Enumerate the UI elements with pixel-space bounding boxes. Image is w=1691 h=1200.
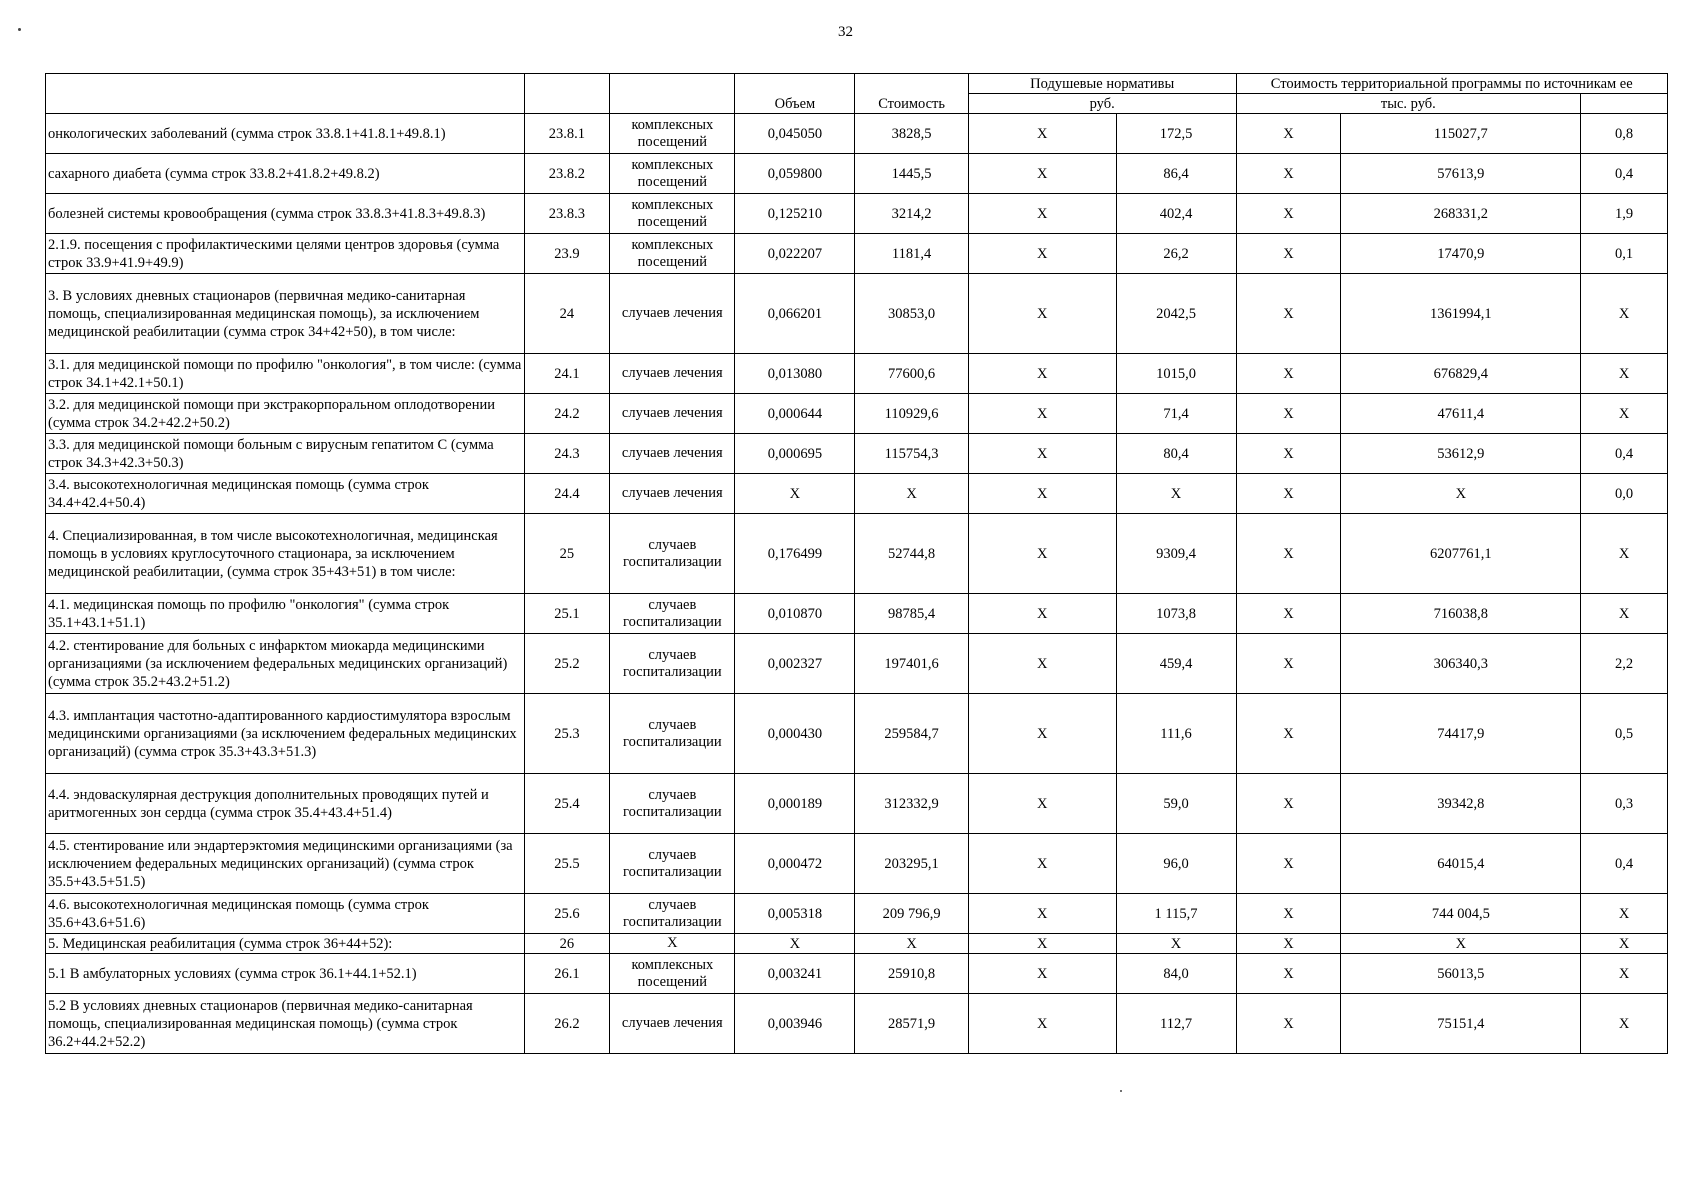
cell-cost: 28571,9: [855, 994, 968, 1054]
cell-code: 25.4: [524, 774, 610, 834]
table-row: [46, 774, 1668, 834]
cell-name: 3.4. высокотехнологичная медицинская помощь (сумма строк 34.4+42.4+50.4): [46, 474, 525, 514]
cell-name: 4.4. эндоваскулярная деструкция дополнительных проводящих путей и аритмогенных зон сердца (сумма строк 35.4+43.4+51.4): [46, 774, 525, 834]
cell-cost: 3214,2: [855, 194, 968, 234]
header-per-capita-unit: руб.: [968, 94, 1236, 114]
cell-c3: X: [1236, 194, 1341, 234]
table-row: [46, 934, 1668, 954]
cell-c1: X: [968, 834, 1116, 894]
cell-code: 25.2: [524, 634, 610, 694]
cell-name: 3.1. для медицинской помощи по профилю "онкология", в том числе: (сумма строк 34.1+42.1+50.1): [46, 354, 525, 394]
cell-volume: 0,059800: [735, 154, 855, 194]
cell-c1: X: [968, 154, 1116, 194]
cell-c2: 1073,8: [1116, 594, 1236, 634]
cell-code: 25: [524, 514, 610, 594]
cell-c5: X: [1581, 514, 1668, 594]
cell-unit: случаев госпитализации: [610, 894, 735, 934]
cell-c2: 111,6: [1116, 694, 1236, 774]
cell-c3: X: [1236, 934, 1341, 954]
cell-c1: X: [968, 994, 1116, 1054]
cell-c4: 6207761,1: [1341, 514, 1581, 594]
cell-c3: X: [1236, 474, 1341, 514]
cell-c3: X: [1236, 994, 1341, 1054]
cell-volume: 0,176499: [735, 514, 855, 594]
cell-c2: 1 115,7: [1116, 894, 1236, 934]
cell-code: 23.8.1: [524, 114, 610, 154]
cell-name: онкологических заболеваний (сумма строк 33.8.1+41.8.1+49.8.1): [46, 114, 525, 154]
cell-code: 24.3: [524, 434, 610, 474]
table-row: [46, 234, 1668, 274]
cell-name: 4.2. стентирование для больных с инфарктом миокарда медицинскими организациями (за исключением федеральных медицинских организаций) (сумма строк 35.2+43.2+51.2): [46, 634, 525, 694]
cell-c2: 71,4: [1116, 394, 1236, 434]
cell-name: 3. В условиях дневных стационаров (первичная медико-санитарная помощь, специализированная медицинская помощь), за исключением медицинской реабилитации (сумма строк 34+42+50), в том числе:: [46, 274, 525, 354]
header-program-cost-unit: тыс. руб.: [1236, 94, 1581, 114]
cell-cost: 259584,7: [855, 694, 968, 774]
cell-c2: 172,5: [1116, 114, 1236, 154]
cell-c3: X: [1236, 274, 1341, 354]
cell-code: 25.3: [524, 694, 610, 774]
cell-code: 26.2: [524, 994, 610, 1054]
cell-volume: 0,000189: [735, 774, 855, 834]
cell-c5: 0,5: [1581, 694, 1668, 774]
cell-c3: X: [1236, 834, 1341, 894]
cell-unit: случаев госпитализации: [610, 594, 735, 634]
cell-cost: 203295,1: [855, 834, 968, 894]
cell-c2: 112,7: [1116, 994, 1236, 1054]
cell-c4: 53612,9: [1341, 434, 1581, 474]
cell-unit: случаев лечения: [610, 434, 735, 474]
table-row: [46, 194, 1668, 234]
cell-name: 4.6. высокотехнологичная медицинская помощь (сумма строк 35.6+43.6+51.6): [46, 894, 525, 934]
cell-volume: 0,125210: [735, 194, 855, 234]
cell-volume: 0,002327: [735, 634, 855, 694]
cell-name: 2.1.9. посещения с профилактическими целями центров здоровья (сумма строк 33.9+41.9+49.9): [46, 234, 525, 274]
scan-speck: [18, 28, 21, 31]
cell-name: 5.1 В амбулаторных условиях (сумма строк 36.1+44.1+52.1): [46, 954, 525, 994]
header-empty-name: [46, 74, 525, 114]
cell-c1: X: [968, 394, 1116, 434]
cell-c1: X: [968, 634, 1116, 694]
cell-volume: X: [735, 934, 855, 954]
cell-unit: случаев госпитализации: [610, 774, 735, 834]
table-row: [46, 514, 1668, 594]
cell-c5: 0,4: [1581, 434, 1668, 474]
table-row: [46, 354, 1668, 394]
cell-cost: 98785,4: [855, 594, 968, 634]
cell-unit: случаев лечения: [610, 994, 735, 1054]
cell-name: 5.2 В условиях дневных стационаров (первичная медико-санитарная помощь, специализированная медицинская помощь) (сумма строк 36.2+44.2+52.2): [46, 994, 525, 1054]
cell-code: 23.8.2: [524, 154, 610, 194]
cell-code: 26.1: [524, 954, 610, 994]
cell-c4: 47611,4: [1341, 394, 1581, 434]
header-row-1: [46, 74, 1668, 94]
table-row: [46, 474, 1668, 514]
cell-unit: комплексных посещений: [610, 194, 735, 234]
cell-code: 25.6: [524, 894, 610, 934]
program-cost-table: [45, 73, 1668, 1054]
cell-code: 24.2: [524, 394, 610, 434]
cell-unit: случаев лечения: [610, 274, 735, 354]
header-per-capita-group: Подушевые нормативы: [968, 74, 1236, 94]
cell-unit: случаев госпитализации: [610, 514, 735, 594]
table-row: [46, 994, 1668, 1054]
cell-c4: 57613,9: [1341, 154, 1581, 194]
cell-volume: 0,000695: [735, 434, 855, 474]
cell-c5: X: [1581, 954, 1668, 994]
cell-c1: X: [968, 934, 1116, 954]
header-program-cost-group: Стоимость территориальной программы по источникам ее: [1236, 74, 1668, 94]
cell-c1: X: [968, 114, 1116, 154]
table-row: [46, 394, 1668, 434]
cell-c1: X: [968, 514, 1116, 594]
cell-volume: 0,005318: [735, 894, 855, 934]
cell-code: 23.8.3: [524, 194, 610, 234]
cell-unit: X: [610, 934, 735, 954]
cell-unit: случаев госпитализации: [610, 694, 735, 774]
cell-c5: 0,4: [1581, 154, 1668, 194]
cell-cost: 3828,5: [855, 114, 968, 154]
header-volume: Объем: [735, 74, 855, 114]
cell-c4: 306340,3: [1341, 634, 1581, 694]
cell-volume: 0,022207: [735, 234, 855, 274]
cell-c2: 9309,4: [1116, 514, 1236, 594]
cell-c4: 56013,5: [1341, 954, 1581, 994]
cell-volume: X: [735, 474, 855, 514]
cell-volume: 0,003946: [735, 994, 855, 1054]
cell-c4: 1361994,1: [1341, 274, 1581, 354]
cell-name: 4.1. медицинская помощь по профилю "онкология" (сумма строк 35.1+43.1+51.1): [46, 594, 525, 634]
cell-volume: 0,000644: [735, 394, 855, 434]
cell-volume: 0,000430: [735, 694, 855, 774]
cell-cost: 1181,4: [855, 234, 968, 274]
cell-code: 23.9: [524, 234, 610, 274]
cell-unit: комплексных посещений: [610, 114, 735, 154]
cell-c2: 59,0: [1116, 774, 1236, 834]
cell-c3: X: [1236, 774, 1341, 834]
cell-volume: 0,045050: [735, 114, 855, 154]
cell-c2: X: [1116, 934, 1236, 954]
cell-c4: 39342,8: [1341, 774, 1581, 834]
cell-volume: 0,003241: [735, 954, 855, 994]
cell-c2: 84,0: [1116, 954, 1236, 994]
table-row: [46, 434, 1668, 474]
cell-unit: случаев лечения: [610, 474, 735, 514]
cell-c2: 96,0: [1116, 834, 1236, 894]
cell-name: 4. Специализированная, в том числе высокотехнологичная, медицинская помощь в условиях круглосуточного стационара, за исключением медицинской реабилитации, (сумма строк 35+43+51) в том числе:: [46, 514, 525, 594]
header-empty-unit: [610, 74, 735, 114]
header-empty-share: [1581, 94, 1668, 114]
cell-c5: 0,8: [1581, 114, 1668, 154]
cell-c5: X: [1581, 394, 1668, 434]
cell-c1: X: [968, 774, 1116, 834]
cell-c4: 64015,4: [1341, 834, 1581, 894]
cell-c3: X: [1236, 394, 1341, 434]
cell-cost: X: [855, 934, 968, 954]
cell-c4: 75151,4: [1341, 994, 1581, 1054]
cell-c4: 676829,4: [1341, 354, 1581, 394]
cell-name: 4.3. имплантация частотно-адаптированного кардиостимулятора взрослым медицинскими организациями (за исключением федеральных медицинских организаций) (сумма строк 35.3+43.3+51.3): [46, 694, 525, 774]
cell-c5: X: [1581, 894, 1668, 934]
cell-c1: X: [968, 354, 1116, 394]
table-row: [46, 114, 1668, 154]
cell-c3: X: [1236, 514, 1341, 594]
table-row: [46, 834, 1668, 894]
table-row: [46, 274, 1668, 354]
cell-c4: 744 004,5: [1341, 894, 1581, 934]
cell-unit: комплексных посещений: [610, 234, 735, 274]
cell-cost: 1445,5: [855, 154, 968, 194]
cell-c3: X: [1236, 234, 1341, 274]
table-body: [46, 114, 1668, 1054]
cell-unit: комплексных посещений: [610, 154, 735, 194]
cell-c5: X: [1581, 274, 1668, 354]
cell-c2: 26,2: [1116, 234, 1236, 274]
cell-c5: X: [1581, 594, 1668, 634]
cell-code: 24.1: [524, 354, 610, 394]
cell-c3: X: [1236, 354, 1341, 394]
cell-unit: комплексных посещений: [610, 954, 735, 994]
page-number: 32: [838, 24, 853, 40]
cell-c1: X: [968, 694, 1116, 774]
cell-volume: 0,013080: [735, 354, 855, 394]
cell-c4: X: [1341, 474, 1581, 514]
cell-cost: 115754,3: [855, 434, 968, 474]
cell-c1: X: [968, 894, 1116, 934]
cell-c1: X: [968, 194, 1116, 234]
cell-code: 25.1: [524, 594, 610, 634]
cell-c5: X: [1581, 354, 1668, 394]
cell-c5: 1,9: [1581, 194, 1668, 234]
cell-c5: X: [1581, 994, 1668, 1054]
cell-name: 4.5. стентирование или эндартерэктомия медицинскими организациями (за исключением федеральных медицинских организаций) (сумма строк 35.5+43.5+51.5): [46, 834, 525, 894]
cell-c3: X: [1236, 894, 1341, 934]
cell-c4: 268331,2: [1341, 194, 1581, 234]
cell-cost: X: [855, 474, 968, 514]
cell-c2: X: [1116, 474, 1236, 514]
cell-c3: X: [1236, 954, 1341, 994]
cell-c2: 80,4: [1116, 434, 1236, 474]
cell-cost: 197401,6: [855, 634, 968, 694]
cell-cost: 30853,0: [855, 274, 968, 354]
cell-unit: случаев госпитализации: [610, 834, 735, 894]
cell-volume: 0,010870: [735, 594, 855, 634]
header-cost: Стоимость: [855, 74, 968, 114]
cell-c2: 459,4: [1116, 634, 1236, 694]
table-row: [46, 954, 1668, 994]
cell-c3: X: [1236, 634, 1341, 694]
cell-c5: 0,4: [1581, 834, 1668, 894]
cell-unit: случаев госпитализации: [610, 634, 735, 694]
table-row: [46, 894, 1668, 934]
cell-code: 25.5: [524, 834, 610, 894]
cell-c1: X: [968, 594, 1116, 634]
cell-c3: X: [1236, 154, 1341, 194]
cell-name: 5. Медицинская реабилитация (сумма строк 36+44+52):: [46, 934, 525, 954]
cell-name: сахарного диабета (сумма строк 33.8.2+41.8.2+49.8.2): [46, 154, 525, 194]
table-row: [46, 154, 1668, 194]
cell-c4: 716038,8: [1341, 594, 1581, 634]
cell-c5: 2,2: [1581, 634, 1668, 694]
cell-c2: 402,4: [1116, 194, 1236, 234]
header-empty-code: [524, 74, 610, 114]
cell-c3: X: [1236, 434, 1341, 474]
cell-cost: 312332,9: [855, 774, 968, 834]
cell-cost: 77600,6: [855, 354, 968, 394]
cell-c2: 1015,0: [1116, 354, 1236, 394]
scan-speck: [1120, 1090, 1122, 1092]
cell-name: 3.3. для медицинской помощи больным с вирусным гепатитом С (сумма строк 34.3+42.3+50.3): [46, 434, 525, 474]
cell-c1: X: [968, 474, 1116, 514]
cell-unit: случаев лечения: [610, 354, 735, 394]
cell-c2: 86,4: [1116, 154, 1236, 194]
cell-name: 3.2. для медицинской помощи при экстракорпоральном оплодотворении (сумма строк 34.2+42.2+50.2): [46, 394, 525, 434]
cell-cost: 52744,8: [855, 514, 968, 594]
cell-c5: 0,0: [1581, 474, 1668, 514]
cell-c1: X: [968, 434, 1116, 474]
cell-c4: 74417,9: [1341, 694, 1581, 774]
cell-volume: 0,066201: [735, 274, 855, 354]
cell-c3: X: [1236, 114, 1341, 154]
cell-name: болезней системы кровообращения (сумма строк 33.8.3+41.8.3+49.8.3): [46, 194, 525, 234]
cell-c3: X: [1236, 594, 1341, 634]
cell-cost: 25910,8: [855, 954, 968, 994]
cell-c5: 0,1: [1581, 234, 1668, 274]
cell-c5: X: [1581, 934, 1668, 954]
cell-unit: случаев лечения: [610, 394, 735, 434]
cell-code: 24.4: [524, 474, 610, 514]
cell-c1: X: [968, 234, 1116, 274]
cell-cost: 209 796,9: [855, 894, 968, 934]
cell-c2: 2042,5: [1116, 274, 1236, 354]
cell-volume: 0,000472: [735, 834, 855, 894]
cell-code: 26: [524, 934, 610, 954]
table-row: [46, 594, 1668, 634]
cell-c1: X: [968, 954, 1116, 994]
cell-c4: X: [1341, 934, 1581, 954]
table-row: [46, 634, 1668, 694]
cell-c4: 17470,9: [1341, 234, 1581, 274]
cell-cost: 110929,6: [855, 394, 968, 434]
cell-c5: 0,3: [1581, 774, 1668, 834]
cell-c3: X: [1236, 694, 1341, 774]
cell-c4: 115027,7: [1341, 114, 1581, 154]
cell-c1: X: [968, 274, 1116, 354]
cell-code: 24: [524, 274, 610, 354]
table-row: [46, 694, 1668, 774]
